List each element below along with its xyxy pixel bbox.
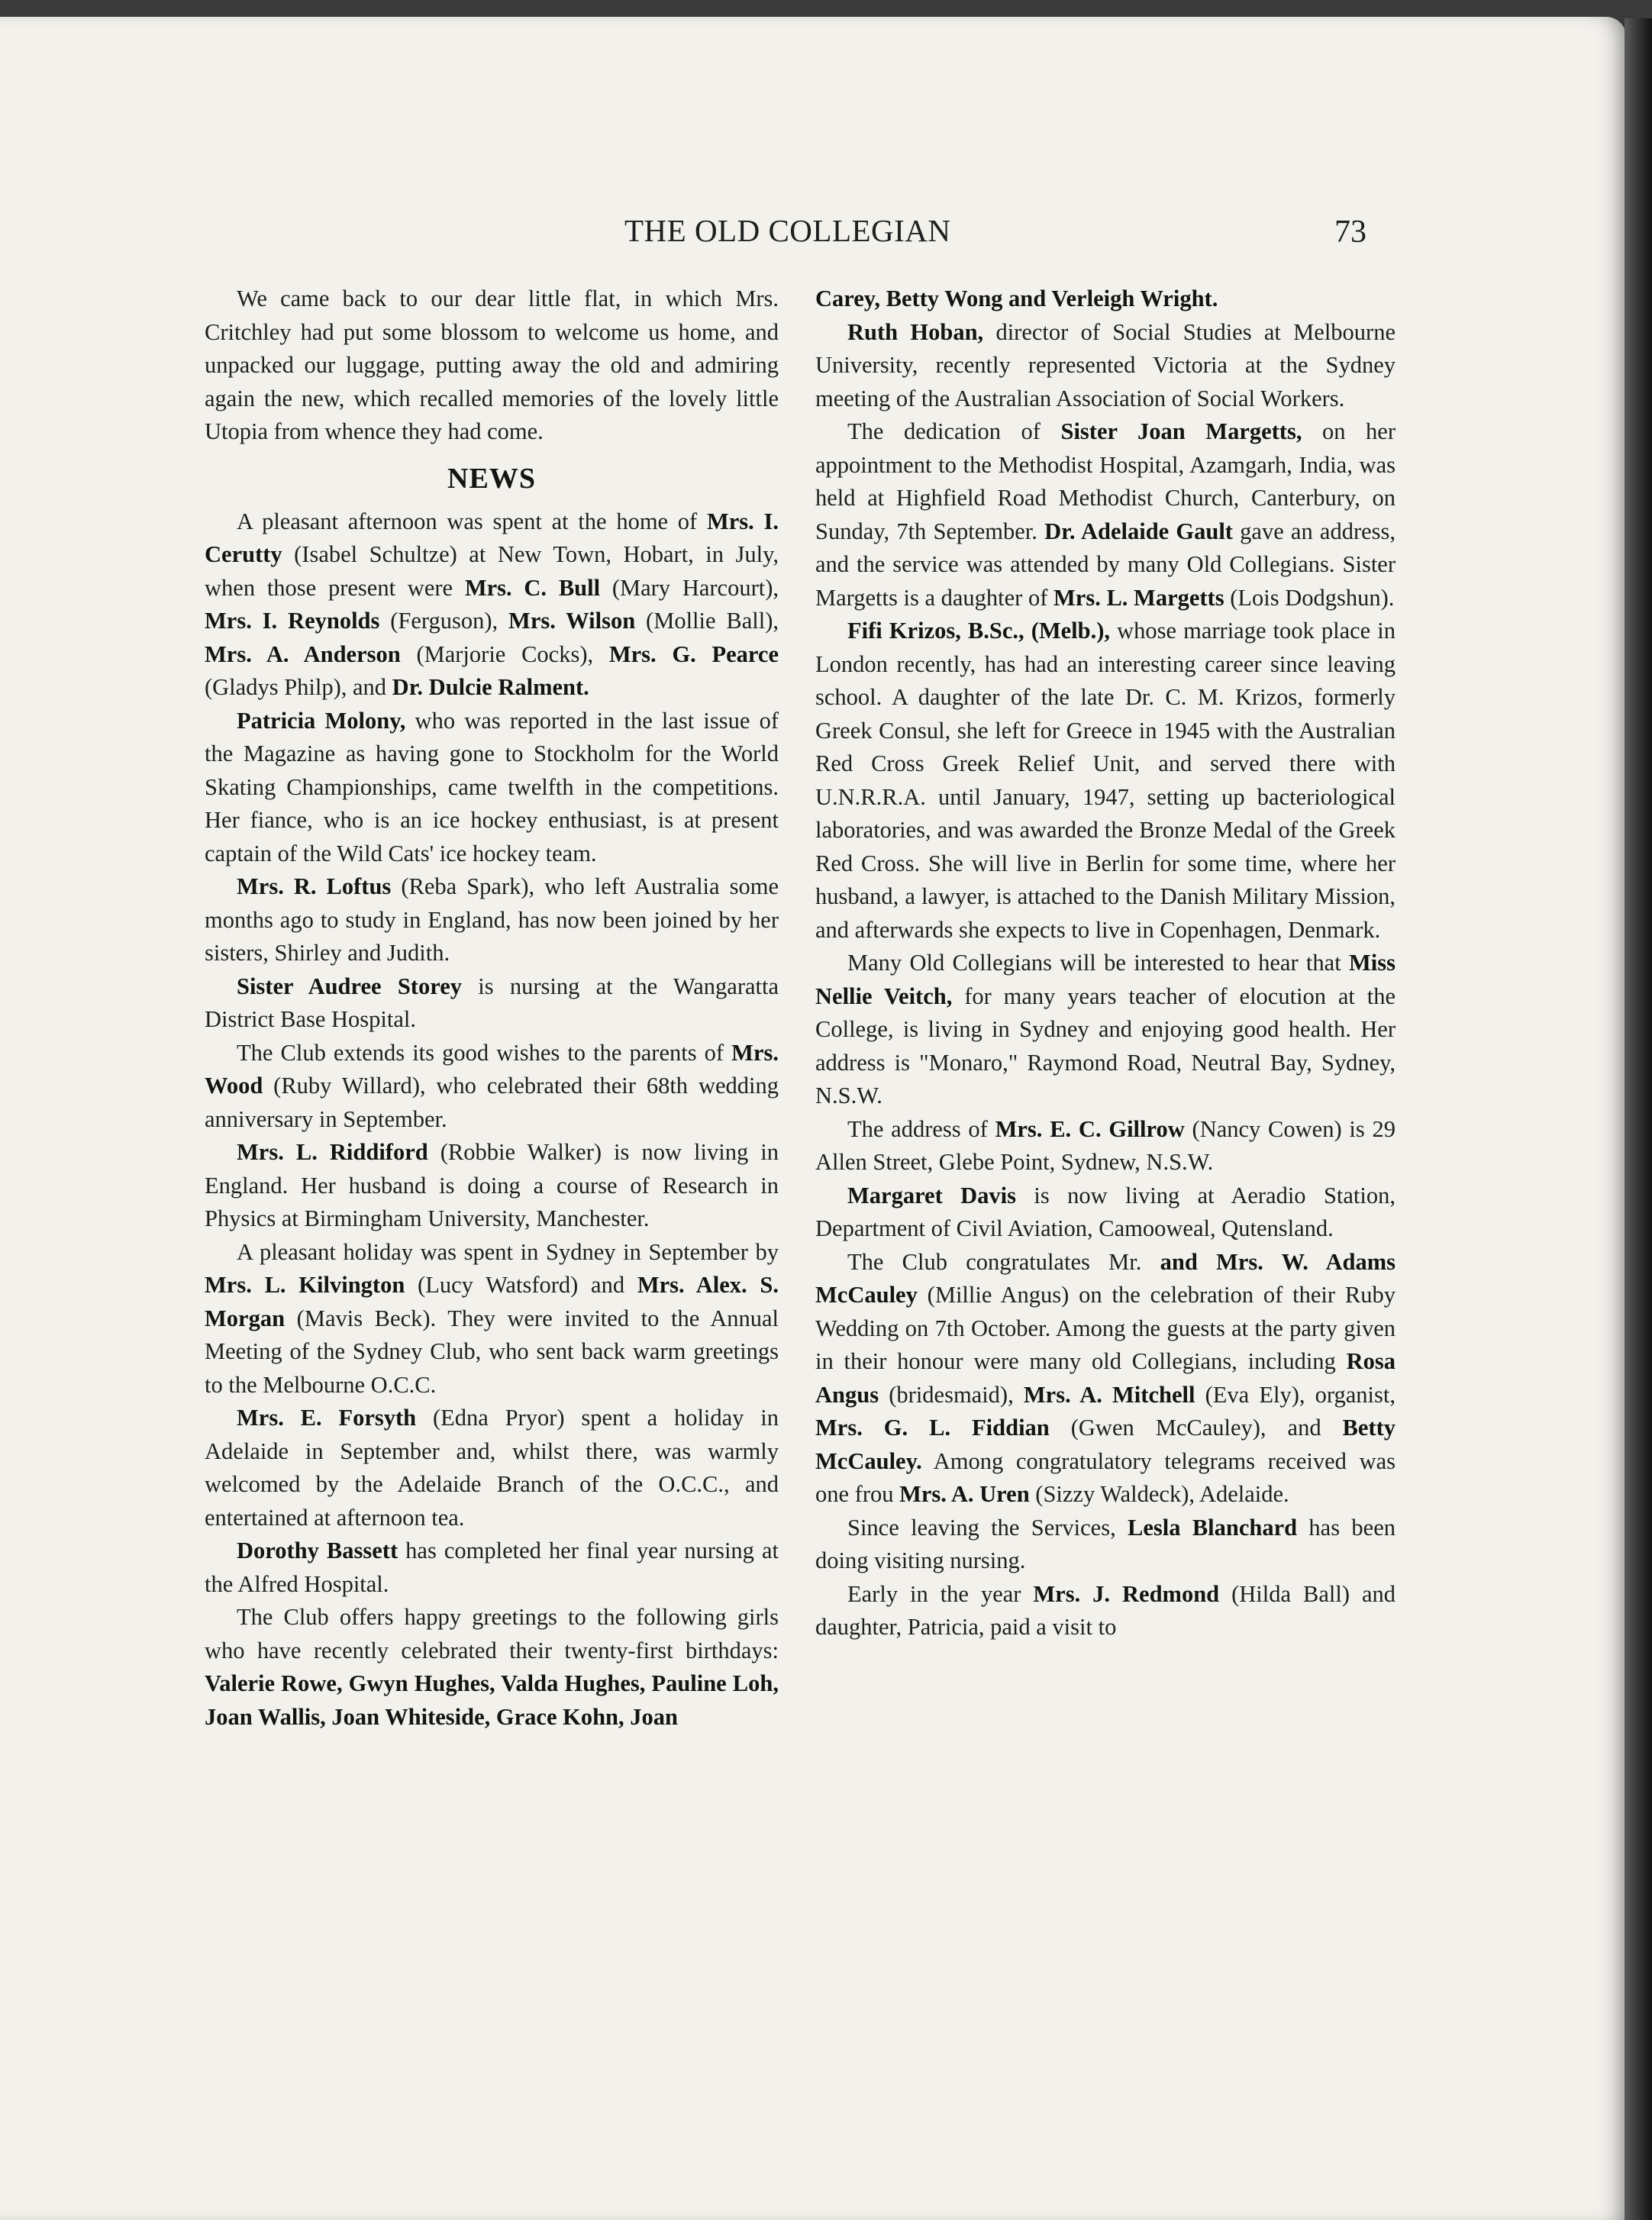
news-paragraph: The Club congratulates Mr. and Mrs. W. Adams McCauley (Millie Angus) on the celebration of their Ruby Wedding on 7th October. Among the guests at the party given in their honour were many old Collegians, including Rosa Angus (bridesmaid), Mrs. A. Mitchell (Eva Ely), organist, Mrs. G. L. Fiddian (Gwen McCauley), and Betty McCauley. Among congratulatory telegrams received was one frou Mrs. A. Uren (Sizzy Waldeck), Adelaide. [815, 1248, 1395, 1507]
left-column [205, 282, 779, 1734]
news-paragraph: The dedication of Sister Joan Margetts, on her appointment to the Methodist Hospital, Azamgarh, India, was held at Highfield Road Methodist Church, Canterbury, on Sunday, 7th September. Dr. Adelaide Gault gave an address, and the service was attended by many Old Collegians. Sister Margetts is a daughter of Mrs. L. Margetts (Lois Dodgshun). [815, 418, 1396, 611]
news-paragraph-continued: Carey, Betty Wong and Verleigh Wright. [815, 286, 1218, 311]
news-paragraph: Since leaving the Services, Lesla Blanchard has been doing visiting nursing. [815, 1514, 1395, 1573]
news-paragraph: Dorothy Bassett has completed her final year nursing at the Alfred Hospital. [205, 1538, 779, 1597]
page-number: 73 [1334, 215, 1366, 250]
intro-paragraph: We came back to our dear little flat, in which Mrs. Critchley had put some blossom to welcome us home, and unpacked our luggage, putting away the old and admiring again the new, which recalled memories of the lovely little Utopia from whence they had come. [205, 286, 779, 444]
news-paragraph: Mrs. R. Loftus (Reba Spark), who left Australia some months ago to study in England, has now been joined by her sisters, Shirley and Judith. [205, 873, 779, 966]
news-paragraph: The address of Mrs. E. C. Gillrow (Nancy Cowen) is 29 Allen Street, Glebe Point, Sydnew, N.S.W. [815, 1115, 1395, 1175]
running-title: THE OLD COLLEGIAN [624, 213, 951, 248]
section-title-news: NEWS [447, 462, 536, 495]
news-paragraph: Patricia Molony, who was reported in the last issue of the Magazine as having gone to Stockholm for the World Skating Championships, came twelfth in the competitions. Her fiance, who is an ice hockey enthusiast, is at present captain of the Wild Cats' ice hockey team. [205, 707, 779, 866]
news-paragraph: A pleasant holiday was spent in Sydney in September by Mrs. L. Kilvington (Lucy Watsford) and Mrs. Alex. S. Morgan (Mavis Beck). They were invited to the Annual Meeting of the Sydney Club, who sent back warm greetings to the Melbourne O.C.C. [205, 1238, 779, 1398]
news-paragraph: Sister Audree Storey is nursing at the Wangaratta District Base Hospital. [205, 973, 779, 1032]
news-paragraph: The Club extends its good wishes to the parents of Mrs. Wood (Ruby Willard), who celebrated their 68th wedding anniversary in September. [205, 1039, 779, 1132]
page-edge-shadow [1625, 18, 1652, 2220]
news-paragraph: Ruth Hoban, director of Social Studies at Melbourne University, recently represented Victoria at the Sydney meeting of the Australian Association of Social Workers. [815, 318, 1395, 411]
news-paragraph: A pleasant afternoon was spent at the home of Mrs. I. Cerutty (Isabel Schultze) at New Town, Hobart, in July, when those present were Mrs. C. Bull (Mary Harcourt), Mrs. I. Reynolds (Ferguson), Mrs. Wilson (Mollie Ball), Mrs. A. Anderson (Marjorie Cocks), Mrs. G. Pearce (Gladys Philp), and Dr. Dulcie Ralment. [205, 508, 779, 700]
page-header [0, 212, 1652, 258]
right-column [815, 282, 1395, 1644]
news-paragraph: Fifi Krizos, B.Sc., (Melb.), whose marriage took place in London recently, has had an interesting career since leaving school. A daughter of the late Dr. C. M. Krizos, formerly Greek Consul, she left for Greece in 1945 with the Australian Red Cross Greek Relief Unit, and served there with U.N.R.R.A. until January, 1947, setting up bacteriological laboratories, and was awarded the Bronze Medal of the Greek Red Cross. She will live in Berlin for some time, where her husband, a lawyer, is attached to the Danish Military Mission, and afterwards she expects to live in Copenhagen, Denmark. [815, 618, 1396, 943]
news-paragraph: Early in the year Mrs. J. Redmond (Hilda Ball) and daughter, Patricia, paid a visit to [815, 1580, 1395, 1640]
news-paragraph: Mrs. L. Riddiford (Robbie Walker) is now living in England. Her husband is doing a course of Research in Physics at Birmingham University, Manchester. [205, 1139, 779, 1231]
news-paragraph: Many Old Collegians will be interested to hear that Miss Nellie Veitch, for many years teacher of elocution at the College, is living in Sydney and enjoying good health. Her address is "Monaro," Raymond Road, Neutral Bay, Sydney, N.S.W. [815, 950, 1395, 1108]
news-paragraph: The Club offers happy greetings to the following girls who have recently celebrated their twenty-first birthdays: Valerie Rowe, Gwyn Hughes, Valda Hughes, Pauline Loh, Joan Wallis, Joan Whiteside, Grace Kohn, Joan [205, 1604, 779, 1730]
news-paragraph: Margaret Davis is now living at Aeradio Station, Department of Civil Aviation, Camooweal, Qutensland. [815, 1182, 1395, 1241]
news-paragraph: Mrs. E. Forsyth (Edna Pryor) spent a holiday in Adelaide in September and, whilst there, was warmly welcomed by the Adelaide Branch of the O.C.C., and entertained at afternoon tea. [205, 1405, 779, 1531]
